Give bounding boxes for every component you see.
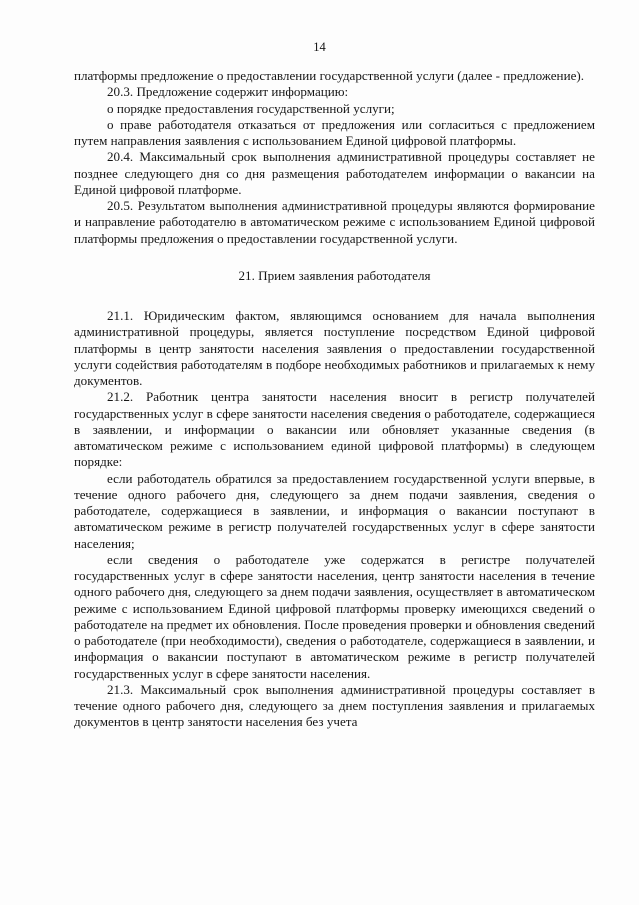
paragraph: о праве работодателя отказаться от предложения или согласиться с предложением путем направления заявления с использованием Единой цифровой платформы. (74, 116, 595, 148)
paragraph: 20.5. Результатом выполнения административной процедуры являются формирование и направление работодателю в автоматическом режиме с использованием Единой цифровой платформы предложения о предоставлении государственной услуги. (74, 198, 595, 246)
paragraph: если работодатель обратился за предоставлением государственной услуги впервые, в течение одного рабочего дня, следующего за днем подачи заявления, сведения о работодателе, содержащиеся в заявлении, и информация о вакансии поступают в автоматическом режиме в регистр получателей государственных услуг в сфере занятости населения; (74, 470, 595, 551)
paragraph: 21.2. Работник центра занятости населения вносит в регистр получателей государственных услуг в сфере занятости населения сведения о работодателе, содержащиеся в заявлении, и информации о вакансии или обновляет указанные сведения (в автоматическом режиме с использованием единой цифровой платформы) в следующем порядке: (74, 389, 595, 470)
section-21-text (74, 308, 595, 731)
section-heading: 21. Прием заявления работодателя (238, 267, 431, 283)
paragraph: о порядке предоставления государственной услуги; (107, 100, 395, 116)
paragraph: 20.3. Предложение содержит информацию: (107, 84, 349, 100)
paragraph: если сведения о работодателе уже содержатся в регистре получателей государственных услуг в сфере занятости населения, центр занятости населения в течение одного рабочего дня, следующего за днем подачи заявления, осуществляет в автоматическом режиме с использованием Единой цифровой платформы проверку имеющихся сведений о работодателе на предмет их обновления. После проведения проверки и обновления сведений о работодателе (при необходимости), сведения о работодателе, содержащиеся в заявлении, и информация о вакансии поступают в автоматическом режиме в регистр получателей государственных услуг в сфере занятости населения. (74, 551, 595, 681)
paragraph: 21.1. Юридическим фактом, являющимся основанием для начала выполнения административной процедуры, является поступление посредством Единой цифровой платформы в центр занятости населения заявления о предоставлении государственной услуги содействия работодателям в подборе необходимых работников и прилагаемых к нему документов. (74, 308, 595, 388)
paragraph: 20.4. Максимальный срок выполнения административной процедуры составляет не позднее следующего дня со дня размещения работодателем информации о вакансии на Единой цифровой платформе. (74, 149, 595, 197)
paragraph: платформы предложение о предоставлении государственной услуги (далее - предложение). (74, 68, 585, 83)
page-number: 14 (313, 40, 326, 54)
paragraph: 21.3. Максимальный срок выполнения административной процедуры составляет в течение одного рабочего дня, следующего за днем поступления заявления и прилагаемых документов в центр занятости населения без учета (74, 681, 595, 730)
document-body (74, 68, 595, 731)
section-20-text (74, 68, 595, 247)
